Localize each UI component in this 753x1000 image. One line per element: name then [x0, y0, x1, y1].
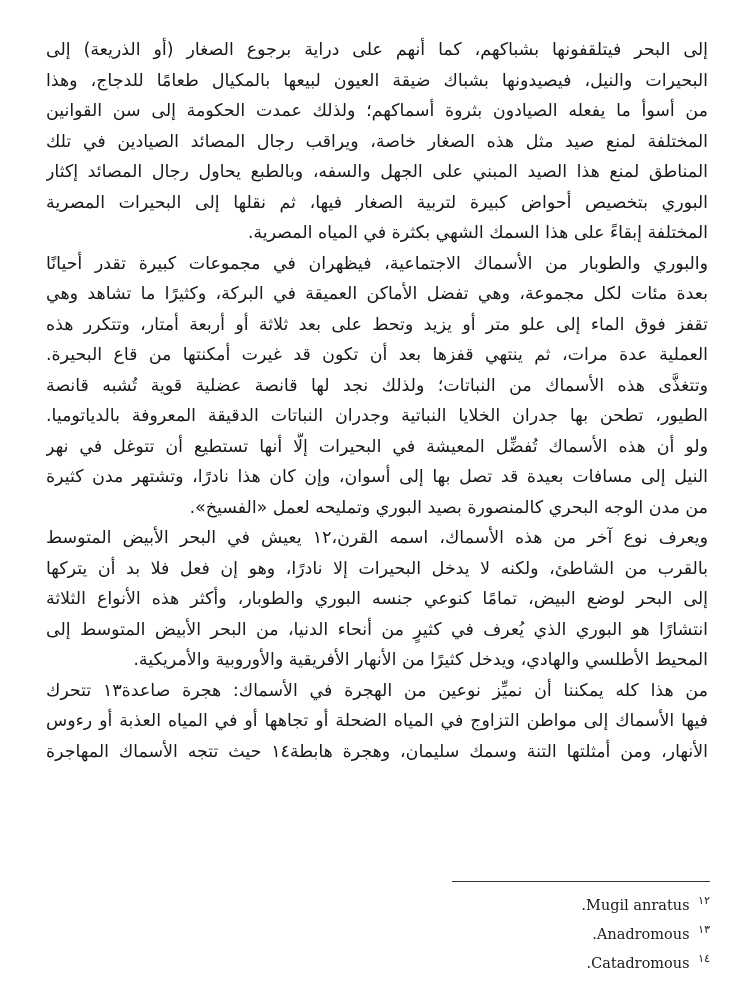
text-line: الأنهار، ومن أمثلتها التنة وسمك سليمان، وهجرة هابطة١٤ حيث تتجه الأسماك المهاجرة: [46, 741, 708, 762]
text-line: إلى البحر فيتلقفونها بشباكهم، كما أنهم على دراية برجوع الصغار (أو الذريعة) إلى: [46, 40, 708, 60]
text-line: البوري بتخصيص أحواض كبيرة لتربية الصغار فيها، ثم نقلها إلى البحيرات المصرية: [46, 192, 708, 213]
text-line: انتشارًا هو البوري الذي يُعرف في كثيرٍ من أنحاء الدنيا، من البحر الأبيض المتوسط إلى: [46, 619, 708, 640]
footnotes: [310, 892, 710, 979]
text-line: من أسوأ ما يفعله الصيادون بثروة أسماكهم؛ ولذلك عمدت الحكومة إلى سن القوانين: [46, 101, 708, 121]
footnote-number: ١٣: [698, 923, 710, 937]
footnote: [310, 950, 710, 979]
text-line: العملية عدة مرات، ثم ينتهي قفزها بعد أن تكون قد غيرت أمكنتها من قاع البحيرة.: [46, 345, 708, 365]
footnote-number: ١٤: [698, 952, 710, 966]
text-line: وتتغذَّى هذه الأسماك من النباتات؛ ولذلك نجد لها قانصة عضلية قوية تُشبه قانصة: [46, 375, 708, 396]
body-text: [46, 35, 708, 767]
text-line: فيها الأسماك إلى مواطن التزاوج في المياه الضحلة أو تجاهها أو في المياه العذبة أو رءوس: [46, 711, 708, 731]
text-line: ولو أن هذه الأسماك تُفضِّل المعيشة في البحيرات إلَّا أنها تستطيع أن تتوغل في نهر: [46, 436, 708, 457]
text-line: بالقرب من الشاطئ، ولكنه لا يدخل البحيرات إلا نادرًا، وهو إن فعل فلا بد أن يتركها: [46, 558, 708, 579]
text-line: تقفز فوق الماء إلى علو متر أو يزيد وتحط على بعد ثلاثة أو أربعة أمتار، وتتكرر هذه: [46, 314, 708, 335]
footnote-term: Catadromous.: [586, 956, 690, 972]
text-line: المناطق لمنع هذا الصيد المبني على الجهل والسفه، وبالطبع يحاول رجال المصائد إكثار: [46, 162, 708, 182]
text-line: ويعرف نوع آخر من هذه الأسماك، اسمه القرن،١٢ يعيش في البحر الأبيض المتوسط: [46, 528, 708, 548]
text-line: إلى البحر لوضع البيض، تمامًا كنوعي جنسه البوري والطوبار، وأكثر هذه الأنواع الثلاثة: [46, 589, 708, 609]
text-line: المختلفة لمنع صيد مثل هذه الصغار خاصة، ويراقب رجال المصائد الصيادين في تلك: [46, 131, 708, 152]
text-line: النيل إلى مسافات بعيدة قد تصل بها إلى أسوان، وإن كان هذا نادرًا، وتشتهر مدن كثيرة: [46, 467, 708, 487]
text-line: البحيرات والنيل، فيصيدونها بشباك ضيقة العيون لبيعها بالمكيال طعامًا للدجاج، وهذا: [46, 70, 708, 91]
text-line: الطيور، تطحن بها جدران الخلايا النباتية وجدران النباتات الدقيقة المعروفة بالدياتوميا.: [46, 406, 708, 426]
text-line: من هذا كله يمكننا أن نميِّز نوعين من الهجرة في الأسماك: هجرة صاعدة١٣ تتحرك: [46, 680, 708, 701]
footnote-term: Mugil anratus.: [581, 898, 690, 914]
text-line: من مدن الوجه البحري كالمنصورة بصيد البوري وتمليحه لعمل «الفسيخ».: [189, 497, 708, 518]
footnote-term: Anadromous.: [592, 927, 690, 943]
text-line: بعدة مئات لكل مجموعة، وهي تفضل الأماكن العميقة في البركة، وكثيرًا ما تشاهد وهي: [46, 284, 708, 304]
footnote-divider: [452, 881, 710, 882]
text-line: المحيط الأطلسي والهادي، ويدخل كثيرًا من الأنهار الأفريقية والأوروبية والأمريكية.: [133, 650, 708, 670]
text-line: المختلفة إبقاءً على هذا السمك الشهي بكثرة في المياه المصرية.: [247, 223, 708, 243]
footnote-number: ١٢: [698, 894, 710, 908]
footnote: [310, 921, 710, 950]
text-line: والبوري والطوبار من الأسماك الاجتماعية، فيظهران في مجموعات كبيرة تقدر أحيانًا: [46, 253, 708, 274]
footnote: [310, 892, 710, 921]
